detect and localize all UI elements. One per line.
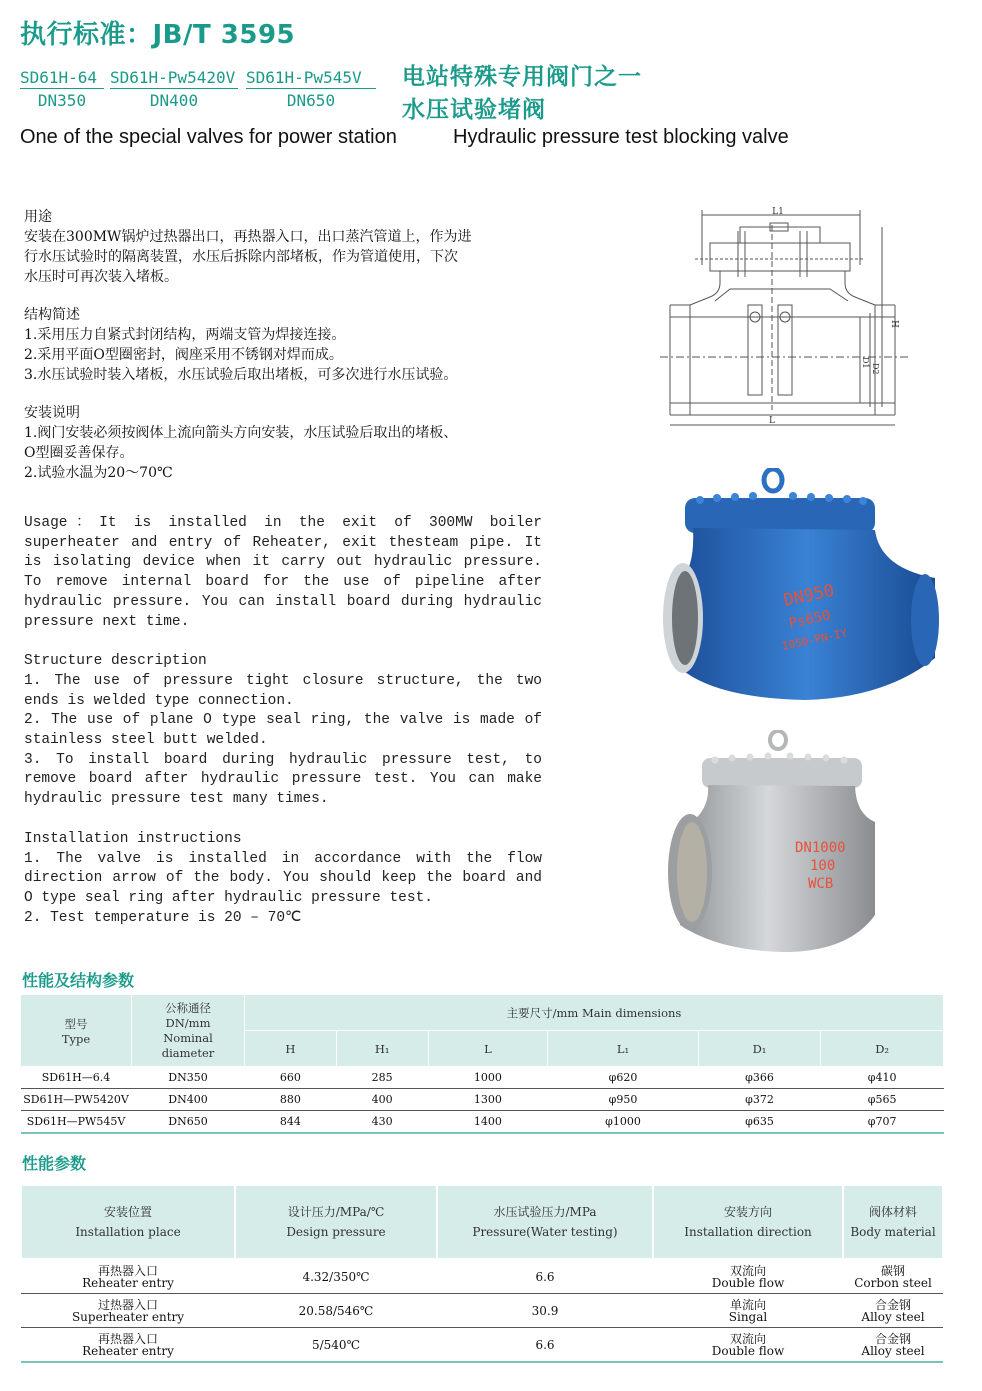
cell-cn: 过热器入口	[97, 1297, 158, 1312]
cell-d1: φ366	[698, 1067, 821, 1089]
cell-test-pressure: 6.6	[437, 1259, 653, 1294]
cell-d2: φ707	[821, 1111, 944, 1134]
header-cn: 安装方向	[723, 1205, 772, 1219]
cn-install-section	[24, 403, 544, 483]
cell-place	[21, 1259, 235, 1294]
table-row	[21, 1111, 944, 1134]
cell-en: Reheater entry	[82, 1275, 174, 1290]
cell-h1: 285	[336, 1067, 428, 1089]
cell-l: 1400	[428, 1111, 548, 1134]
cell-d2: φ410	[821, 1067, 944, 1089]
cell-en: Alloy steel	[861, 1309, 925, 1324]
cn-usage-line: 安装在300MW锅炉过热器出口，再热器入口，出口蒸汽管道上，作为进	[24, 229, 472, 245]
cell-en: Double flow	[711, 1343, 785, 1358]
dims-section-title: 性能及结构参数	[22, 971, 135, 990]
page-subtitle-cn: 水压试验堵阀	[402, 97, 546, 123]
header-dn-unit: DN/mm	[165, 1015, 211, 1030]
model-block	[246, 68, 376, 110]
cell-cn: 再热器入口	[97, 1331, 158, 1346]
header-type	[21, 995, 132, 1067]
marking-pressure: Ps650	[787, 607, 833, 632]
header-type-en: Type	[61, 1031, 91, 1046]
header-type-cn: 型号	[64, 1016, 88, 1031]
header-h1: H₁	[336, 1031, 428, 1067]
page-title-en: One of the special valves for power station	[20, 126, 397, 148]
dimensions-table	[20, 994, 944, 1134]
cell-design-pressure: 5/540℃	[235, 1328, 437, 1363]
model-block	[110, 68, 238, 110]
marking-material: WCB	[808, 876, 834, 892]
model-code: SD61H-Pw545V	[246, 68, 376, 89]
page-title-cn: 电站特殊专用阀门之一	[402, 64, 642, 90]
model-dn: DN650	[286, 91, 336, 110]
header-dn-en: Nominal	[163, 1030, 213, 1045]
cell-direction	[653, 1259, 843, 1294]
cell-cn: 合金钢	[874, 1331, 911, 1346]
standard-title: 执行标准：JB/T 3595	[20, 20, 296, 50]
header-dn-en: diameter	[161, 1045, 215, 1060]
en-install-item: 1. The valve is installed in accordance with the flow direction arrow of the body. You should keep the board and O type seal ring after hydraulic pressure test.	[24, 850, 542, 906]
cn-install-line: O型圈妥善保存。	[24, 445, 134, 461]
header-en: Design pressure	[286, 1225, 386, 1239]
header-main-dims: 主要尺寸/mm Main dimensions	[245, 995, 944, 1031]
header-h: H	[245, 1031, 337, 1067]
perf-section-title: 性能参数	[22, 1154, 87, 1173]
header-d2: D₂	[821, 1031, 944, 1067]
cell-design-pressure: 20.58/546℃	[235, 1294, 437, 1328]
cn-usage-line: 水压时可再次装入堵板。	[24, 269, 178, 285]
performance-table	[20, 1184, 944, 1363]
header-cn: 阀体材料	[868, 1205, 917, 1219]
header-en: Installation direction	[684, 1225, 812, 1239]
model-code: SD61H-64	[20, 68, 104, 89]
table-row	[21, 1089, 944, 1111]
cell-h1: 400	[336, 1089, 428, 1111]
cn-structure-line: 1.采用压力自紧式封闭结构，两端支管为焊接连接。	[24, 327, 346, 343]
header-installation-place	[21, 1185, 235, 1259]
cn-structure-line: 3.水压试验时装入堵板，水压试验后取出堵板，可多次进行水压试验。	[24, 367, 458, 383]
header-body-material	[843, 1185, 943, 1259]
table-row	[21, 1259, 943, 1294]
cell-type: SD61H—PW5420V	[21, 1089, 132, 1111]
cell-test-pressure: 30.9	[437, 1294, 653, 1328]
dim-label-d2: D2	[871, 363, 880, 375]
cell-l1: φ950	[548, 1089, 698, 1111]
dim-label-l: L	[769, 416, 775, 426]
cell-d1: φ635	[698, 1111, 821, 1134]
cell-h: 844	[245, 1111, 337, 1134]
cell-cn: 碳钢	[880, 1263, 905, 1278]
table-row	[21, 1294, 943, 1328]
cell-h1: 430	[336, 1111, 428, 1134]
header-cn: 设计压力/MPa/℃	[287, 1205, 385, 1219]
cell-cn: 双流向	[729, 1263, 766, 1278]
cell-l1: φ1000	[548, 1111, 698, 1134]
model-dn: DN350	[37, 91, 87, 110]
cell-l: 1000	[428, 1067, 548, 1089]
cn-install-line: 2.试验水温为20～70℃	[24, 465, 173, 481]
cell-dn: DN350	[132, 1067, 245, 1089]
cell-place	[21, 1328, 235, 1363]
header-d1: D₁	[698, 1031, 821, 1067]
marking-pressure: 100	[810, 858, 836, 874]
header-en: Pressure(Water testing)	[472, 1225, 618, 1239]
header-dn	[132, 995, 245, 1067]
cn-install-title: 安装说明	[24, 405, 80, 421]
cell-test-pressure: 6.6	[437, 1328, 653, 1363]
en-install-title: Installation instructions	[24, 830, 242, 847]
cell-dn: DN650	[132, 1111, 245, 1134]
table-row	[21, 1067, 944, 1089]
cn-usage-line: 行水压试验时的隔离装置，水压后拆除内部堵板，作为管道使用，下次	[24, 249, 458, 265]
cn-install-line: 1.阀门安装必须按阀体上流向箭头方向安装，水压试验后取出的堵板、	[24, 425, 458, 441]
cn-structure-title: 结构简述	[24, 307, 80, 323]
cn-structure-section	[24, 305, 544, 385]
marking-dn: DN1000	[795, 840, 846, 856]
cell-dn: DN400	[132, 1089, 245, 1111]
marking-code: I050-PN-IY	[780, 626, 849, 653]
header-l: L	[428, 1031, 548, 1067]
cell-l: 1300	[428, 1089, 548, 1111]
cell-en: Alloy steel	[861, 1343, 925, 1358]
en-usage: Usage：It is installed in the exit of 300MW boiler superheater and entry of Reheater, exit thesteam pipe. It is isolating device when it carry out hydraulic pressure. To remove internal board for the use of pipeline after hydraulic pressure. You can install board during hydraulic pressure next time.	[24, 515, 542, 630]
cell-design-pressure: 4.32/350℃	[235, 1259, 437, 1294]
cell-direction	[653, 1294, 843, 1328]
model-code: SD61H-Pw5420V	[110, 68, 238, 89]
cell-place	[21, 1294, 235, 1328]
cell-material	[843, 1328, 943, 1363]
header-test-pressure	[437, 1185, 653, 1259]
cell-type: SD61H—6.4	[21, 1067, 132, 1089]
model-dn: DN400	[149, 91, 199, 110]
cell-type: SD61H—PW545V	[21, 1111, 132, 1134]
cn-structure-line: 2.采用平面O型圈密封，阀座采用不锈钢对焊而成。	[24, 347, 343, 363]
header-cn: 安装位置	[103, 1205, 152, 1219]
blue-valve-photo	[655, 468, 955, 708]
cn-usage-section	[24, 207, 544, 287]
header-installation-direction	[653, 1185, 843, 1259]
header-dn-cn: 公称通径	[165, 1000, 211, 1015]
en-structure-item: 3. To install board during hydraulic pressure test, to remove board after hydraulic pressure test. You can make hydraulic pressure test many times.	[24, 751, 542, 808]
dim-label-l1: L1	[772, 207, 784, 217]
en-structure-item: 1. The use of pressure tight closure structure, the two ends is welded type connection.	[24, 672, 542, 709]
table-row	[21, 1328, 943, 1363]
header-cn: 水压试验压力/MPa	[493, 1205, 597, 1219]
cell-en: Corbon steel	[854, 1275, 932, 1290]
cell-d1: φ372	[698, 1089, 821, 1111]
valve-section-drawing	[660, 205, 910, 433]
en-structure-item: 2. The use of plane O type seal ring, the valve is made of stainless steel butt welded.	[24, 712, 542, 749]
dim-label-h: H	[889, 320, 899, 328]
silver-valve-photo	[660, 730, 880, 955]
cell-material	[843, 1259, 943, 1294]
en-structure-title: Structure description	[24, 653, 207, 670]
cell-en: Double flow	[711, 1275, 785, 1290]
marking-dn: DN950	[781, 580, 837, 611]
header-l1: L₁	[548, 1031, 698, 1067]
cell-h: 880	[245, 1089, 337, 1111]
cell-cn: 合金钢	[874, 1297, 911, 1312]
page-subtitle-en: Hydraulic pressure test blocking valve	[453, 126, 789, 148]
header-en: Body material	[850, 1225, 936, 1239]
en-install-item: 2. Test temperature is 20 – 70℃	[24, 909, 302, 926]
en-text-section	[24, 514, 542, 928]
cell-l1: φ620	[548, 1067, 698, 1089]
cell-en: Superheater entry	[71, 1309, 185, 1324]
cell-material	[843, 1294, 943, 1328]
cell-en: Singal	[728, 1309, 768, 1324]
cell-en: Reheater entry	[82, 1343, 174, 1358]
header-en: Installation place	[75, 1225, 181, 1239]
cell-cn: 双流向	[729, 1331, 766, 1346]
cell-d2: φ565	[821, 1089, 944, 1111]
cell-cn: 单流向	[729, 1297, 766, 1312]
model-block	[20, 68, 104, 110]
header-design-pressure	[235, 1185, 437, 1259]
cell-direction	[653, 1328, 843, 1363]
cn-usage-title: 用途	[24, 209, 52, 225]
cell-cn: 再热器入口	[97, 1263, 158, 1278]
cell-h: 660	[245, 1067, 337, 1089]
dim-label-d1: D1	[861, 357, 870, 369]
